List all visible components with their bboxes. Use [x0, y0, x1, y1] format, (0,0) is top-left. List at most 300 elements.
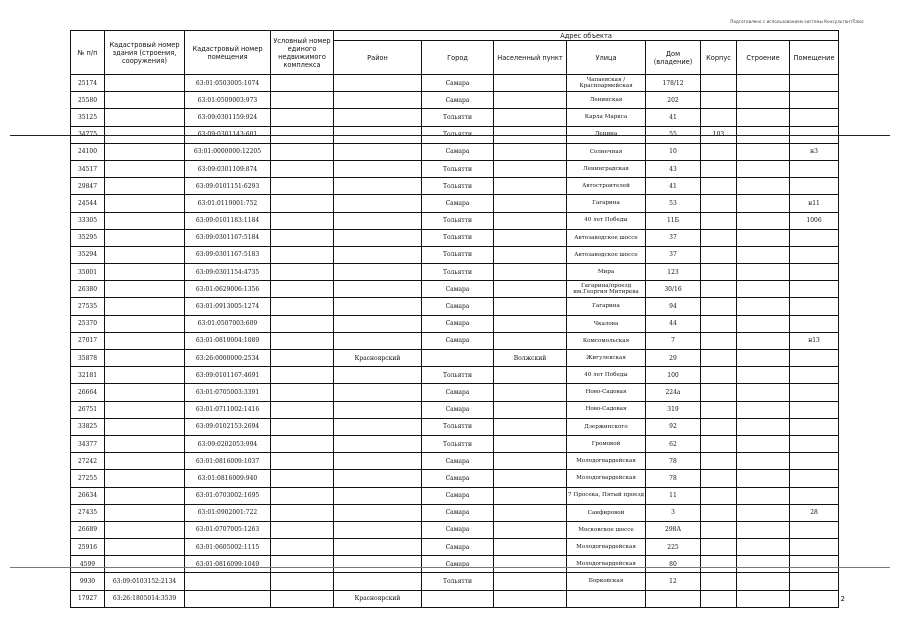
cell-settlement: [494, 418, 567, 435]
cell-city: Тольятти: [422, 212, 494, 229]
cell-house: 202: [646, 92, 701, 109]
cell-district: [334, 229, 422, 246]
cell-room: [790, 178, 839, 195]
cell-district: [334, 315, 422, 332]
cell-house: 78: [646, 470, 701, 487]
cell-room-cadastral: 63:01:0816009:1037: [185, 453, 271, 470]
cell-conditional-number: [271, 350, 334, 367]
cell-room-cadastral: 63:01:0816099:1049: [185, 556, 271, 573]
cell-num: 35001: [71, 264, 105, 281]
cell-stroenie: [737, 109, 790, 126]
cell-settlement: [494, 470, 567, 487]
cell-building-cadastral: [105, 350, 185, 367]
cell-street: Молодогвардейская: [567, 539, 646, 556]
table-row: [71, 298, 839, 315]
cell-district: [334, 160, 422, 177]
cell-num: 24100: [71, 143, 105, 160]
cell-room-cadastral: 63:09:0101183:1184: [185, 212, 271, 229]
cell-house: 178/12: [646, 75, 701, 92]
cell-city: Тольятти: [422, 160, 494, 177]
cell-district: [334, 246, 422, 263]
cell-num: 27255: [71, 470, 105, 487]
cell-room: [790, 435, 839, 452]
cell-num: 4599: [71, 556, 105, 573]
cell-room: н11: [790, 195, 839, 212]
cell-conditional-number: [271, 401, 334, 418]
cell-room-cadastral: 63:01:0703002:1695: [185, 487, 271, 504]
cell-building-cadastral: [105, 109, 185, 126]
cell-conditional-number: [271, 315, 334, 332]
table-row: [71, 384, 839, 401]
cell-conditional-number: [271, 143, 334, 160]
cell-house: 43: [646, 160, 701, 177]
cell-district: [334, 487, 422, 504]
table-row: [71, 246, 839, 263]
cell-room: [790, 487, 839, 504]
cell-conditional-number: [271, 332, 334, 349]
cell-stroenie: [737, 556, 790, 573]
cell-stroenie: [737, 229, 790, 246]
cell-district: [334, 401, 422, 418]
col-house-header: Дом (владение): [646, 41, 701, 75]
cell-korpus: [701, 143, 737, 160]
cell-street: Ленинская: [567, 92, 646, 109]
cell-stroenie: [737, 573, 790, 590]
cell-korpus: [701, 539, 737, 556]
cell-conditional-number: [271, 384, 334, 401]
cell-room: [790, 264, 839, 281]
cell-settlement: [494, 229, 567, 246]
table-row: [71, 143, 839, 160]
cell-district: [334, 264, 422, 281]
cell-district: [334, 573, 422, 590]
cell-house: 225: [646, 539, 701, 556]
cell-settlement: [494, 281, 567, 298]
cell-street: Московское шоссе: [567, 521, 646, 538]
cell-num: 34517: [71, 160, 105, 177]
cell-room-cadastral: 63:09:0102153:2694: [185, 418, 271, 435]
cell-settlement: [494, 75, 567, 92]
cell-building-cadastral: [105, 178, 185, 195]
table-row: [71, 212, 839, 229]
cell-num: 33825: [71, 418, 105, 435]
cell-house: 7: [646, 332, 701, 349]
cell-city: Тольятти: [422, 126, 494, 143]
cell-conditional-number: [271, 573, 334, 590]
cell-room-cadastral: 63:09:0301167:5183: [185, 246, 271, 263]
table-row: [71, 590, 839, 607]
cell-settlement: Волжский: [494, 350, 567, 367]
cell-city: Самара: [422, 556, 494, 573]
cell-room: [790, 75, 839, 92]
cell-korpus: [701, 521, 737, 538]
table-row: [71, 573, 839, 590]
table-row: [71, 521, 839, 538]
cell-city: [422, 350, 494, 367]
cell-city: Тольятти: [422, 418, 494, 435]
cell-district: [334, 109, 422, 126]
cell-room-cadastral: 63:01:0509003:973: [185, 92, 271, 109]
cell-korpus: [701, 178, 737, 195]
cell-korpus: [701, 332, 737, 349]
cell-building-cadastral: [105, 435, 185, 452]
col-district-header: Район: [334, 41, 422, 75]
cell-korpus: [701, 401, 737, 418]
cell-street: Автозаводское шоссе: [567, 246, 646, 263]
cell-building-cadastral: [105, 315, 185, 332]
cell-district: [334, 384, 422, 401]
cell-street: Ново-Садовая: [567, 401, 646, 418]
cell-room-cadastral: [185, 590, 271, 607]
col-settlement-header: Населенный пункт: [494, 41, 567, 75]
cell-district: [334, 539, 422, 556]
cell-room-cadastral: 63:01:0902001:722: [185, 504, 271, 521]
cell-conditional-number: [271, 470, 334, 487]
cell-house: 123: [646, 264, 701, 281]
cell-city: Тольятти: [422, 246, 494, 263]
cell-stroenie: [737, 453, 790, 470]
cell-settlement: [494, 212, 567, 229]
cell-building-cadastral: [105, 367, 185, 384]
cell-korpus: [701, 384, 737, 401]
cell-stroenie: [737, 590, 790, 607]
cell-house: 3: [646, 504, 701, 521]
cell-house: 41: [646, 109, 701, 126]
cell-room: [790, 521, 839, 538]
cell-house: 224а: [646, 384, 701, 401]
cell-city: Самара: [422, 281, 494, 298]
cell-conditional-number: [271, 178, 334, 195]
cell-num: 25916: [71, 539, 105, 556]
cell-stroenie: [737, 212, 790, 229]
cell-stroenie: [737, 315, 790, 332]
table-row: [71, 539, 839, 556]
cell-room-cadastral: 63:09:0301167:5184: [185, 229, 271, 246]
cell-street: [567, 590, 646, 607]
cell-room-cadastral: 63:09:0301159:924: [185, 109, 271, 126]
cell-num: 32181: [71, 367, 105, 384]
cell-num: 25174: [71, 75, 105, 92]
cell-stroenie: [737, 281, 790, 298]
cell-street: Гагарина: [567, 195, 646, 212]
cell-street: 7 Просека, Пятый проезд: [567, 487, 646, 504]
cell-city: Тольятти: [422, 109, 494, 126]
cell-stroenie: [737, 435, 790, 452]
table-row: [71, 350, 839, 367]
cell-house: 30/16: [646, 281, 701, 298]
cell-city: Самара: [422, 298, 494, 315]
cell-conditional-number: [271, 298, 334, 315]
cell-settlement: [494, 539, 567, 556]
cell-city: [422, 590, 494, 607]
cell-conditional-number: [271, 212, 334, 229]
cell-conditional-number: [271, 590, 334, 607]
cell-room: н3: [790, 143, 839, 160]
cell-building-cadastral: [105, 453, 185, 470]
strike-through-line: [10, 135, 890, 136]
cell-stroenie: [737, 487, 790, 504]
page-number: 2: [840, 595, 845, 603]
cell-room-cadastral: 63:09:0101151:6293: [185, 178, 271, 195]
cell-building-cadastral: [105, 418, 185, 435]
cell-stroenie: [737, 401, 790, 418]
table-row: [71, 92, 839, 109]
table-row: [71, 556, 839, 573]
cell-num: 35878: [71, 350, 105, 367]
cell-settlement: [494, 298, 567, 315]
cell-street: Автостроителей: [567, 178, 646, 195]
cell-conditional-number: [271, 92, 334, 109]
table-row: [71, 229, 839, 246]
cell-building-cadastral: 63:26:1805014:3539: [105, 590, 185, 607]
cell-street: Молодогвардейская: [567, 453, 646, 470]
cell-building-cadastral: [105, 75, 185, 92]
col-korpus-header: Корпус: [701, 41, 737, 75]
cell-room-cadastral: 63:01:0913005:1274: [185, 298, 271, 315]
col-city-header: Город: [422, 41, 494, 75]
cell-street: Ленинградская: [567, 160, 646, 177]
cell-room-cadastral: 63:01:0000000:12205: [185, 143, 271, 160]
cell-street: Карла Маркса: [567, 109, 646, 126]
cell-num: 27242: [71, 453, 105, 470]
cell-stroenie: [737, 350, 790, 367]
cell-house: 62: [646, 435, 701, 452]
cell-street: Санфировой: [567, 504, 646, 521]
header-note: Подготовлено с использованием системы КонсультантПлюс: [730, 19, 864, 24]
cell-city: Самара: [422, 332, 494, 349]
cell-num: 27017: [71, 332, 105, 349]
cell-city: Самара: [422, 453, 494, 470]
cell-house: 53: [646, 195, 701, 212]
cell-house: 37: [646, 246, 701, 263]
cell-conditional-number: [271, 109, 334, 126]
cell-room-cadastral: 63:01:0707005:1263: [185, 521, 271, 538]
cell-building-cadastral: [105, 212, 185, 229]
cell-korpus: [701, 453, 737, 470]
cell-settlement: [494, 504, 567, 521]
cell-street: Солнечная: [567, 143, 646, 160]
cell-korpus: [701, 92, 737, 109]
cell-num: 26380: [71, 281, 105, 298]
cell-settlement: [494, 401, 567, 418]
cell-conditional-number: [271, 539, 334, 556]
cell-room: [790, 418, 839, 435]
cell-num: 34377: [71, 435, 105, 452]
cell-room-cadastral: 63:09:0202053:994: [185, 435, 271, 452]
cell-num: 24544: [71, 195, 105, 212]
cell-conditional-number: [271, 195, 334, 212]
cell-street: Ново-Садовая: [567, 384, 646, 401]
cell-conditional-number: [271, 435, 334, 452]
cell-street: Борковская: [567, 573, 646, 590]
cell-building-cadastral: [105, 246, 185, 263]
cell-building-cadastral: [105, 264, 185, 281]
cell-city: Тольятти: [422, 435, 494, 452]
table-row: [71, 75, 839, 92]
cell-district: [334, 92, 422, 109]
cell-city: Самара: [422, 195, 494, 212]
cell-korpus: [701, 487, 737, 504]
cell-building-cadastral: [105, 504, 185, 521]
cell-house: 78: [646, 453, 701, 470]
table-row: [71, 195, 839, 212]
cell-stroenie: [737, 264, 790, 281]
cell-korpus: [701, 418, 737, 435]
cell-city: Тольятти: [422, 178, 494, 195]
cell-city: Тольятти: [422, 229, 494, 246]
cell-room-cadastral: 63:01:0507003:609: [185, 315, 271, 332]
cell-room: [790, 401, 839, 418]
cell-korpus: [701, 470, 737, 487]
cell-house: 12: [646, 573, 701, 590]
cell-korpus: [701, 504, 737, 521]
cell-street: 40 лет Победы: [567, 367, 646, 384]
register-table: [70, 30, 839, 608]
cell-num: 27435: [71, 504, 105, 521]
cell-house: 37: [646, 229, 701, 246]
cell-room-cadastral: [185, 573, 271, 590]
cell-building-cadastral: [105, 281, 185, 298]
cell-district: [334, 178, 422, 195]
cell-street: Молодогвардейская: [567, 556, 646, 573]
cell-korpus: [701, 212, 737, 229]
cell-house: 92: [646, 418, 701, 435]
cell-num: 35294: [71, 246, 105, 263]
cell-num: 34775: [71, 126, 105, 143]
cell-district: [334, 195, 422, 212]
cell-conditional-number: [271, 281, 334, 298]
cell-district: Красноярский: [334, 350, 422, 367]
col-stroenie-header: Строение: [737, 41, 790, 75]
cell-settlement: [494, 160, 567, 177]
table-row: [71, 504, 839, 521]
cell-settlement: [494, 246, 567, 263]
cell-house: 94: [646, 298, 701, 315]
cell-room: [790, 590, 839, 607]
cell-settlement: [494, 264, 567, 281]
cell-room: [790, 573, 839, 590]
cell-settlement: [494, 384, 567, 401]
cell-city: Тольятти: [422, 367, 494, 384]
cell-district: [334, 143, 422, 160]
cell-building-cadastral: [105, 332, 185, 349]
cell-house: 11: [646, 487, 701, 504]
col-room-header: Помещение: [790, 41, 839, 75]
cell-room: [790, 350, 839, 367]
cell-conditional-number: [271, 504, 334, 521]
cell-num: 26751: [71, 401, 105, 418]
cell-room: [790, 229, 839, 246]
cell-house: 80: [646, 556, 701, 573]
col-room-cadastral-header: Кадастровый номер помещения: [185, 31, 271, 75]
cell-stroenie: [737, 298, 790, 315]
table-row: [71, 487, 839, 504]
cell-room: [790, 298, 839, 315]
table-row: [71, 470, 839, 487]
cell-room-cadastral: 63:01:0629006:1356: [185, 281, 271, 298]
cell-house: 11Б: [646, 212, 701, 229]
cell-city: Самара: [422, 504, 494, 521]
cell-conditional-number: [271, 367, 334, 384]
cell-settlement: [494, 178, 567, 195]
cell-room-cadastral: 63:01:0816009:940: [185, 470, 271, 487]
cell-district: [334, 556, 422, 573]
cell-num: 29847: [71, 178, 105, 195]
cell-room: [790, 384, 839, 401]
cell-room: [790, 281, 839, 298]
cell-stroenie: [737, 178, 790, 195]
cell-street: Молодогвардейская: [567, 470, 646, 487]
cell-district: Красноярский: [334, 590, 422, 607]
cell-korpus: [701, 109, 737, 126]
cell-stroenie: [737, 246, 790, 263]
cell-settlement: [494, 487, 567, 504]
cell-conditional-number: [271, 75, 334, 92]
cell-city: Самара: [422, 92, 494, 109]
table-row: [71, 109, 839, 126]
cell-street: Мира: [567, 264, 646, 281]
cell-room-cadastral: 63:09:0301143:601: [185, 126, 271, 143]
cell-street: Дзержинского: [567, 418, 646, 435]
cell-room: [790, 246, 839, 263]
cell-stroenie: [737, 418, 790, 435]
cell-street: Гагарина/проезд им.Георгия Митирева: [567, 281, 646, 298]
cell-settlement: [494, 109, 567, 126]
cell-stroenie: [737, 195, 790, 212]
cell-street: Громовой: [567, 435, 646, 452]
cell-city: Самара: [422, 384, 494, 401]
cell-korpus: [701, 298, 737, 315]
cell-korpus: [701, 556, 737, 573]
col-conditional-number-header: Условный номер единого недвижимого комплекса: [271, 31, 334, 75]
cell-house: 319: [646, 401, 701, 418]
cell-conditional-number: [271, 160, 334, 177]
cell-city: Тольятти: [422, 264, 494, 281]
cell-building-cadastral: [105, 470, 185, 487]
cell-stroenie: [737, 384, 790, 401]
cell-district: [334, 212, 422, 229]
cell-street: Ленина: [567, 126, 646, 143]
table-row: [71, 264, 839, 281]
cell-district: [334, 504, 422, 521]
cell-room: [790, 315, 839, 332]
cell-street: Комсомольская: [567, 332, 646, 349]
cell-building-cadastral: [105, 195, 185, 212]
cell-room: [790, 453, 839, 470]
cell-street: Чкалова: [567, 315, 646, 332]
table-row: [71, 453, 839, 470]
cell-room: [790, 470, 839, 487]
cell-stroenie: [737, 521, 790, 538]
cell-korpus: [701, 160, 737, 177]
cell-street: Автозаводское шоссе: [567, 229, 646, 246]
cell-house: 55: [646, 126, 701, 143]
cell-conditional-number: [271, 487, 334, 504]
table-row: [71, 401, 839, 418]
cell-settlement: [494, 92, 567, 109]
cell-settlement: [494, 332, 567, 349]
cell-room-cadastral: 63:01:0119001:752: [185, 195, 271, 212]
cell-district: [334, 75, 422, 92]
table-row: [71, 315, 839, 332]
cell-room: [790, 160, 839, 177]
cell-building-cadastral: [105, 92, 185, 109]
cell-street: Чапаевская /Красноармейская: [567, 75, 646, 92]
cell-room-cadastral: 63:09:0101167:4691: [185, 367, 271, 384]
cell-korpus: [701, 246, 737, 263]
cell-korpus: [701, 367, 737, 384]
cell-stroenie: [737, 143, 790, 160]
